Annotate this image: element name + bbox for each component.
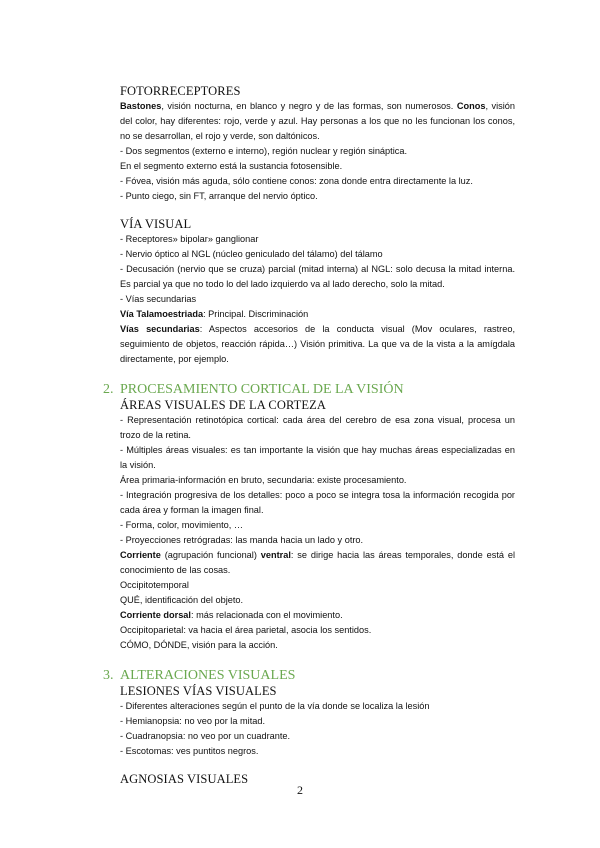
paragraph-corriente-dorsal xyxy=(120,608,515,623)
term-conos: Conos xyxy=(456,101,486,111)
term-ventral: ventral xyxy=(260,550,291,560)
list-item: Occipitoparietal: va hacia el área parietal, asocia los sentidos. xyxy=(120,625,372,635)
list-item: - Nervio óptico al NGL (núcleo geniculado del tálamo) del tálamo xyxy=(120,249,383,259)
list-item: - Múltiples áreas visuales: es tan importante la visión que hay muchas áreas especializadas en la visión. xyxy=(120,445,515,470)
section-title-agnosias-visuales: AGNOSIAS VISUALES xyxy=(120,772,249,786)
list-item: - Vías secundarias xyxy=(120,294,197,304)
text-run: : se dirige hacia las áreas temporales, donde está el conocimiento de las cosas. xyxy=(120,550,515,575)
heading-text: ALTERACIONES VISUALES xyxy=(120,668,296,683)
paragraph-corriente-ventral xyxy=(120,548,515,578)
term-bastones: Bastones xyxy=(120,101,162,111)
text-run: : Aspectos accesorios de la conducta visual (Mov oculares, rastreo, seguimiento de objetos, reacción rápida…) Visión primitiva. La que va de la vista a la amígdala directamente, por ejemplo. xyxy=(120,324,515,364)
text-run: : más relacionada con el movimiento. xyxy=(190,610,343,620)
heading-text: PROCESAMIENTO CORTICAL DE LA VISIÓN xyxy=(120,382,404,397)
text-run: : Principal. Discriminación xyxy=(203,309,309,319)
list-item: - Fóvea, visión más aguda, sólo contiene conos: zona donde entra directamente la luz. xyxy=(120,176,473,186)
paragraph-vias-secundarias xyxy=(120,322,515,367)
term-corriente: Corriente xyxy=(120,550,161,560)
list-item: En el segmento externo está la sustancia fotosensible. xyxy=(120,161,343,171)
list-item: CÓMO, DÓNDE, visión para la acción. xyxy=(120,640,278,650)
list-item: - Representación retinotópica cortical: cada área del cerebro de esa zona visual, procesa un trozo de la retina. xyxy=(120,415,515,440)
list-item: - Receptores» bipolar» ganglionar xyxy=(120,234,259,244)
list-item: QUÉ, identificación del objeto. xyxy=(120,595,244,605)
text-run: (agrupación funcional) xyxy=(160,550,261,560)
heading-number: 2. xyxy=(103,382,114,397)
list-item: - Decusación (nervio que se cruza) parcial (mitad interna) al NGL: solo decusa la mitad interna. Es parcial ya que no todo lo del lado izquierdo va al lado derecho, solo la mitad. xyxy=(120,264,515,289)
list-item: - Cuadranopsia: no veo por un cuadrante. xyxy=(120,731,291,741)
term-corriente-dorsal: Corriente dorsal xyxy=(120,610,191,620)
page-content xyxy=(103,84,515,787)
section-title-areas-visuales: ÁREAS VISUALES DE LA CORTEZA xyxy=(120,398,326,412)
list-item: - Forma, color, movimiento, … xyxy=(120,520,244,530)
list-item: - Punto ciego, sin FT, arranque del nervio óptico. xyxy=(120,191,318,201)
section-title-lesiones-vias-visuales: LESIONES VÍAS VISUALES xyxy=(120,684,277,698)
paragraph-via-talamoestriada xyxy=(120,307,515,322)
heading-alteraciones-visuales xyxy=(103,667,515,684)
page-number: 2 xyxy=(297,783,303,797)
list-item: Occipitotemporal xyxy=(120,580,189,590)
section-title-fotorreceptores: FOTORRECEPTORES xyxy=(120,84,241,98)
term-via-talamoestriada: Vía Talamoestriada xyxy=(120,309,204,319)
list-item: - Hemianopsia: no veo por la mitad. xyxy=(120,716,266,726)
heading-procesamiento-cortical xyxy=(103,381,515,398)
text-run: , visión del color, hay diferentes: rojo, verde y azul. Hay personas a los que no les funcionan los conos, no se desarrollan, el rojo y verde, son daltónicos. xyxy=(120,101,515,141)
heading-number: 3. xyxy=(103,668,114,683)
term-vias-secundarias: Vías secundarias xyxy=(120,324,200,334)
list-item: Área primaria-información en bruto, secundaria: existe procesamiento. xyxy=(120,475,407,485)
list-item: - Escotomas: ves puntitos negros. xyxy=(120,746,259,756)
paragraph-bastones-conos xyxy=(120,99,515,144)
text-run: , visión nocturna, en blanco y negro y de las formas, son numerosos. xyxy=(161,101,457,111)
list-item: - Dos segmentos (externo e interno), región nuclear y región sináptica. xyxy=(120,146,408,156)
list-item: - Diferentes alteraciones según el punto de la vía donde se localiza la lesión xyxy=(120,701,430,711)
list-item: - Proyecciones retrógradas: las manda hacia un lado y otro. xyxy=(120,535,364,545)
section-title-via-visual: VÍA VISUAL xyxy=(120,217,192,231)
list-item: - Integración progresiva de los detalles: poco a poco se integra tosa la información recogida por cada área y forman la imagen final. xyxy=(120,490,515,515)
